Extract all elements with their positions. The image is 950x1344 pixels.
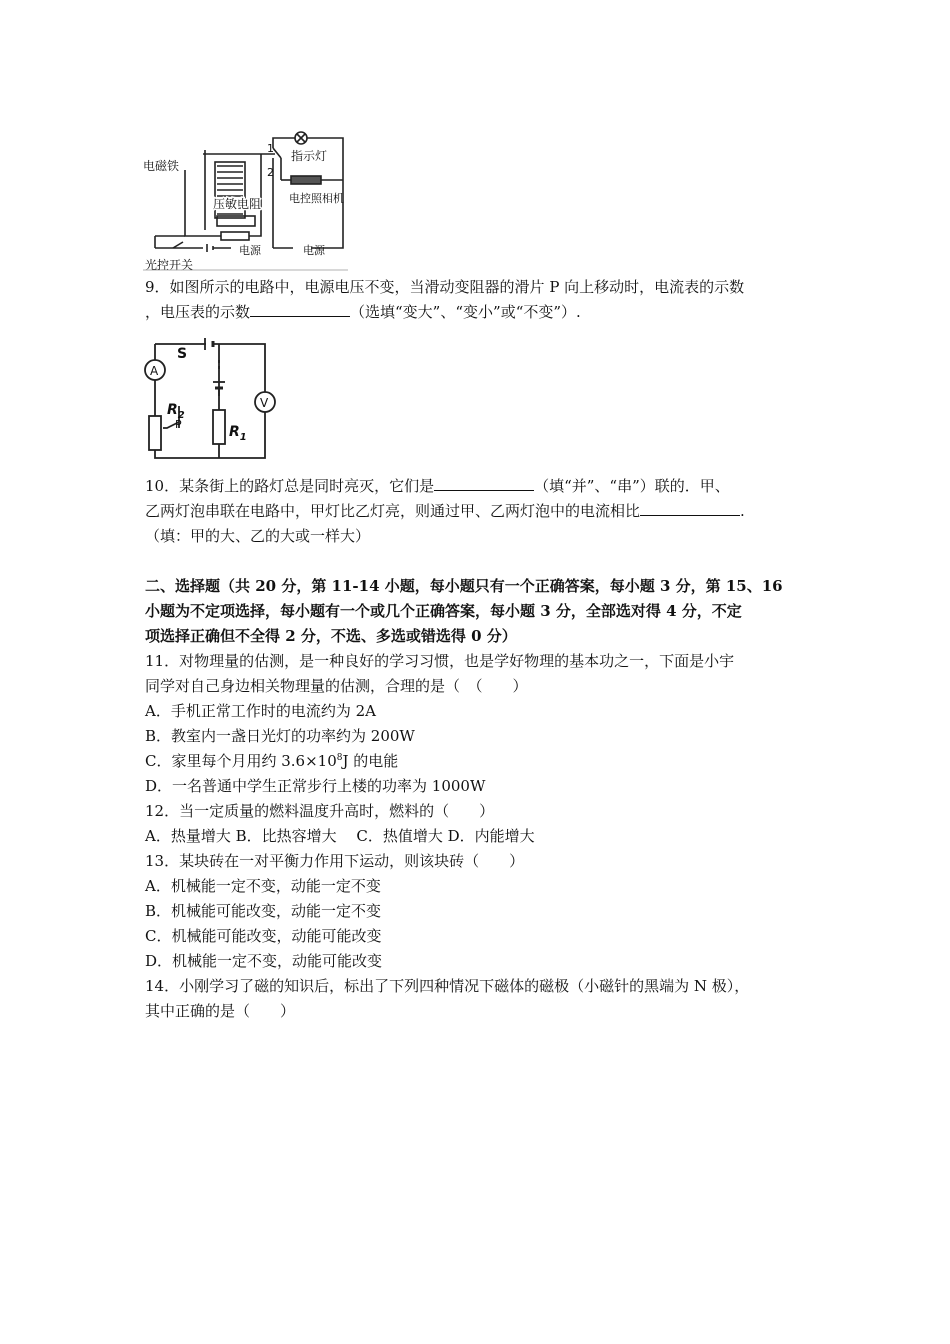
q13-option-b[interactable]: B．机械能可能改变，动能一定不变 (145, 902, 382, 920)
q10-text-a: 10．某条街上的路灯总是同时亮灭，它们是 (145, 477, 435, 495)
power-left-label: 电源 (239, 244, 261, 257)
q11-option-a[interactable]: A．手机正常工作时的电流约为 2A (145, 702, 376, 720)
q11-option-c-post: J 的电能 (342, 752, 399, 770)
indicator-lamp-label: 指示灯 (291, 149, 328, 163)
slider-P-label: P (175, 418, 182, 431)
section2-heading-3: 项选择正确但不全得 2 分，不选、多选或错选得 0 分） (145, 627, 517, 645)
contact-1-label: 1 (267, 142, 274, 155)
q11-option-d[interactable]: D．一名普通中学生正常步行上楼的功率为 1000W (145, 777, 486, 795)
q12-line-1: 12．当一定质量的燃料温度升高时，燃料的（ ） (145, 802, 495, 820)
q9-text-a: ，电压表的示数 (145, 303, 251, 321)
q11-option-c[interactable] (145, 751, 398, 771)
q10-text-b: （填“并”、“串”）联的．甲、 (534, 477, 730, 495)
q11-option-c-exponent: 8 (336, 753, 343, 763)
R1-label: R (229, 424, 240, 440)
q10-line-2 (145, 501, 745, 521)
piezo-resistor-label: 压敏电阻 (213, 197, 262, 211)
q10-line-3: （填：甲的大、乙的大或一样大） (145, 527, 371, 545)
section2-heading-2: 小题为不定项选择，每小题有一个或几个正确答案，每小题 3 分，全部选对得 4 分，不定 (145, 602, 742, 620)
q13-option-d[interactable]: D．机械能一定不变，动能可能改变 (145, 952, 383, 970)
q13-option-c[interactable]: C．机械能可能改变，动能可能改变 (145, 927, 382, 945)
R2-subscript: 2 (177, 410, 185, 421)
ammeter-label: A (150, 364, 159, 378)
q10-text-d: . (740, 502, 745, 520)
voltmeter-label: V (260, 396, 269, 410)
camera-label: 电控照相机 (289, 192, 344, 205)
q11-option-b[interactable]: B．教室内一盏日光灯的功率约为 200W (145, 727, 415, 745)
q11-line-1: 11．对物理量的估测，是一种良好的学习习惯，也是学好物理的基本功之一，下面是小宇 (145, 652, 735, 670)
section2-heading-1: 二、选择题（共 20 分，第 11-14 小题，每小题只有一个正确答案，每小题 3 分，第 15、16 (145, 577, 783, 595)
q14-line-2: 其中正确的是（ ） (145, 1002, 296, 1020)
q13-option-a[interactable]: A．机械能一定不变，动能一定不变 (145, 877, 381, 895)
q14-line-1: 14．小刚学习了磁的知识后，标出了下列四种情况下磁体的磁极（小磁针的黑端为 N 极）， (145, 977, 750, 995)
q9-line-2 (145, 302, 581, 322)
q10-answer-blank-1[interactable] (434, 476, 534, 491)
light-switch-label: 光控开关 (145, 258, 194, 272)
q9-text-b: （选填“变大”、“变小”或“不变”）. (350, 303, 581, 321)
q9-line-1: 9．如图所示的电路中，电源电压不变，当滑动变阻器的滑片 P 向上移动时，电流表的示数 (145, 278, 745, 296)
switch-S-label: S (177, 346, 188, 362)
electromagnet-label: 电磁铁 (143, 159, 180, 173)
relay-circuit-figure (143, 130, 353, 272)
q13-line-1: 13．某块砖在一对平衡力作用下运动，则该块砖（ ） (145, 852, 525, 870)
q10-text-c: 乙两灯泡串联在电路中，甲灯比乙灯亮，则通过甲、乙两灯泡中的电流相比 (145, 502, 641, 520)
q9-answer-blank[interactable] (250, 302, 350, 317)
R1-subscript: 1 (239, 432, 247, 443)
R2-label: R (167, 402, 178, 418)
circuit-figure (143, 336, 283, 464)
svg-text:R1 (229, 424, 247, 443)
q11-line-2: 同学对自己身边相关物理量的估测，合理的是（ （ ） (145, 677, 528, 695)
q12-options[interactable]: A．热量增大 B．比热容增大 C．热值增大 D．内能增大 (145, 827, 535, 845)
q10-line-1 (145, 476, 730, 496)
q10-answer-blank-2[interactable] (640, 501, 740, 516)
power-right-label: 电源 (303, 244, 325, 257)
contact-2-label: 2 (267, 166, 274, 179)
q11-option-c-pre: C．家里每个月用约 3.6×10 (145, 752, 337, 770)
